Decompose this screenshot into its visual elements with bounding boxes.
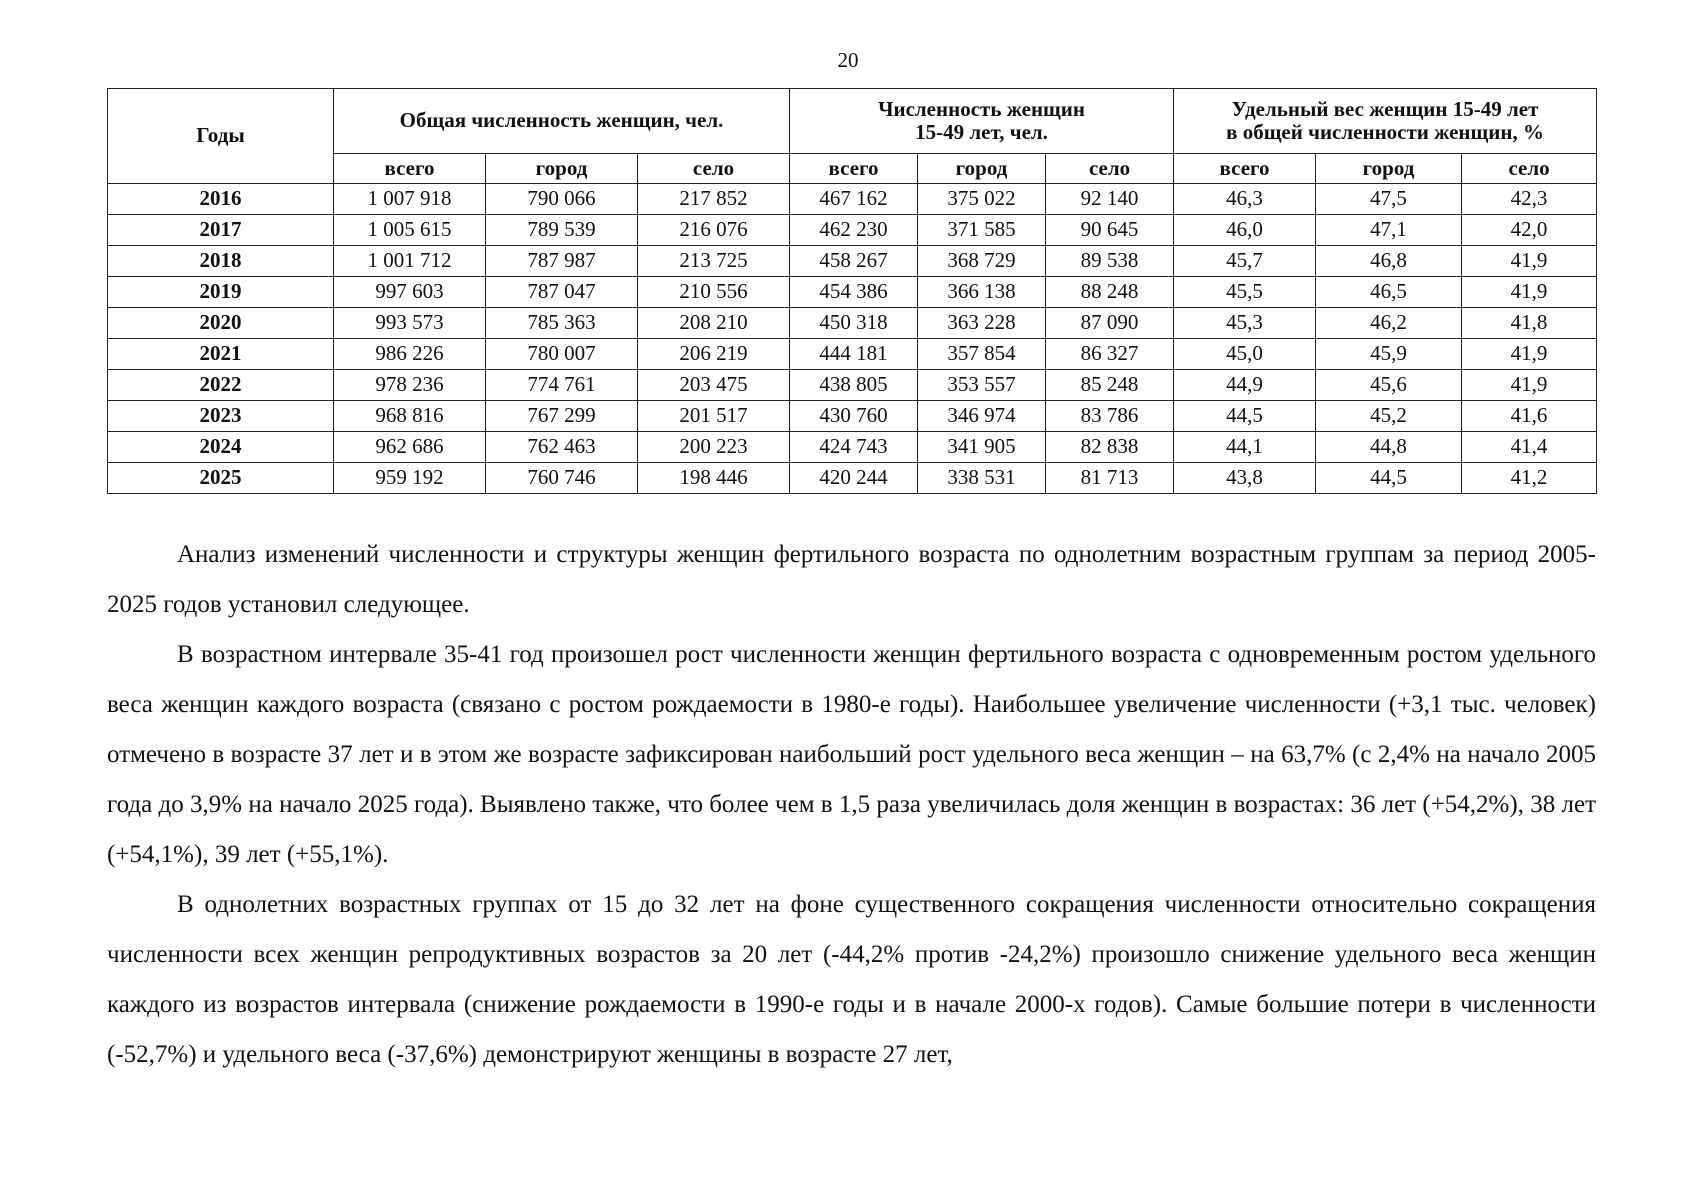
table-cell: 88 248 bbox=[1046, 277, 1174, 308]
table-cell: 357 854 bbox=[918, 339, 1046, 370]
table-cell: 200 223 bbox=[638, 432, 790, 463]
table-cell: 338 531 bbox=[918, 463, 1046, 494]
year-cell: 2020 bbox=[108, 308, 334, 339]
table-cell: 41,9 bbox=[1462, 370, 1597, 401]
body-text bbox=[107, 530, 1596, 1080]
table-cell: 450 318 bbox=[790, 308, 918, 339]
table-cell: 790 066 bbox=[486, 184, 638, 215]
page-number: 20 bbox=[837, 48, 859, 72]
subheader-cell: всего bbox=[334, 154, 486, 184]
paragraph: В однолетних возрастных группах от 15 до 32 лет на фоне существенного сокращения численности относительно сокращения численности всех женщин репродуктивных возрастов за 20 лет (-44,2% против -24,2%) произошло снижение удельного веса женщин каждого из возрастов интервала (снижение рождаемости в 1990-е годы и в начале 2000-х годов). Самые большие потери в численности (-52,7%) и удельного веса (-37,6%) демонстрируют женщины в возрасте 27 лет, bbox=[107, 891, 1596, 1068]
table-row bbox=[108, 184, 1597, 215]
table-row bbox=[108, 215, 1597, 246]
table-cell: 90 645 bbox=[1046, 215, 1174, 246]
table-cell: 41,6 bbox=[1462, 401, 1597, 432]
table-cell: 82 838 bbox=[1046, 432, 1174, 463]
subheader-cell: город bbox=[918, 154, 1046, 184]
table-cell: 81 713 bbox=[1046, 463, 1174, 494]
table-cell: 210 556 bbox=[638, 277, 790, 308]
header-years: Годы bbox=[108, 89, 334, 184]
subheader-cell: село bbox=[638, 154, 790, 184]
table-cell: 42,0 bbox=[1462, 215, 1597, 246]
table-cell: 454 386 bbox=[790, 277, 918, 308]
table-cell: 420 244 bbox=[790, 463, 918, 494]
header-women-15-49: Численность женщин 15-49 лет, чел. bbox=[790, 89, 1174, 154]
table-row bbox=[108, 463, 1597, 494]
subheader-cell: село bbox=[1046, 154, 1174, 184]
table-cell: 1 007 918 bbox=[334, 184, 486, 215]
table-cell: 353 557 bbox=[918, 370, 1046, 401]
table-row bbox=[108, 432, 1597, 463]
year-cell: 2021 bbox=[108, 339, 334, 370]
year-cell: 2022 bbox=[108, 370, 334, 401]
table-cell: 46,0 bbox=[1174, 215, 1316, 246]
table-body bbox=[108, 184, 1597, 494]
table-cell: 42,3 bbox=[1462, 184, 1597, 215]
table-cell: 85 248 bbox=[1046, 370, 1174, 401]
table-row bbox=[108, 401, 1597, 432]
table-cell: 371 585 bbox=[918, 215, 1046, 246]
table-row bbox=[108, 308, 1597, 339]
table-cell: 46,8 bbox=[1316, 246, 1462, 277]
table-cell: 762 463 bbox=[486, 432, 638, 463]
table-cell: 45,7 bbox=[1174, 246, 1316, 277]
table-cell: 92 140 bbox=[1046, 184, 1174, 215]
statistics-table bbox=[107, 88, 1597, 494]
table-row bbox=[108, 339, 1597, 370]
table-cell: 46,5 bbox=[1316, 277, 1462, 308]
table-cell: 47,1 bbox=[1316, 215, 1462, 246]
year-cell: 2018 bbox=[108, 246, 334, 277]
table-cell: 201 517 bbox=[638, 401, 790, 432]
header-total-women: Общая численность женщин, чел. bbox=[334, 89, 790, 154]
table-cell: 44,9 bbox=[1174, 370, 1316, 401]
table-cell: 986 226 bbox=[334, 339, 486, 370]
table-cell: 962 686 bbox=[334, 432, 486, 463]
table-cell: 368 729 bbox=[918, 246, 1046, 277]
paragraph: В возрастном интервале 35-41 год произошел рост численности женщин фертильного возраста с одновременным ростом удельного веса женщин каждого возраста (связано с ростом рождаемости в 1980-е годы). Наибольшее увеличение численности (+3,1 тыс. человек) отмечено в возрасте 37 лет и в этом же возрасте зафиксирован наибольший рост удельного веса женщин – на 63,7% (с 2,4% на начало 2005 года до 3,9% на начало 2025 года). Выявлено также, что более чем в 1,5 раза увеличилась доля женщин в возрастах: 36 лет (+54,2%), 38 лет (+54,1%), 39 лет (+55,1%). bbox=[107, 641, 1596, 868]
year-cell: 2023 bbox=[108, 401, 334, 432]
table-cell: 46,2 bbox=[1316, 308, 1462, 339]
paragraph: Анализ изменений численности и структуры женщин фертильного возраста по однолетним возрастным группам за период 2005-2025 годов установил следующее. bbox=[107, 541, 1596, 618]
table-cell: 41,9 bbox=[1462, 339, 1597, 370]
year-cell: 2016 bbox=[108, 184, 334, 215]
table-cell: 41,9 bbox=[1462, 246, 1597, 277]
table-cell: 83 786 bbox=[1046, 401, 1174, 432]
table-cell: 458 267 bbox=[790, 246, 918, 277]
table-cell: 467 162 bbox=[790, 184, 918, 215]
table-cell: 208 210 bbox=[638, 308, 790, 339]
table-cell: 997 603 bbox=[334, 277, 486, 308]
table-cell: 45,6 bbox=[1316, 370, 1462, 401]
subheader-cell: всего bbox=[790, 154, 918, 184]
table-cell: 213 725 bbox=[638, 246, 790, 277]
table-cell: 44,5 bbox=[1174, 401, 1316, 432]
table-cell: 430 760 bbox=[790, 401, 918, 432]
table-cell: 760 746 bbox=[486, 463, 638, 494]
subheader-cell: город bbox=[1316, 154, 1462, 184]
year-cell: 2025 bbox=[108, 463, 334, 494]
table-cell: 959 192 bbox=[334, 463, 486, 494]
table-cell: 346 974 bbox=[918, 401, 1046, 432]
year-cell: 2024 bbox=[108, 432, 334, 463]
table-cell: 87 090 bbox=[1046, 308, 1174, 339]
table-cell: 363 228 bbox=[918, 308, 1046, 339]
table-cell: 1 005 615 bbox=[334, 215, 486, 246]
header-share-women-15-49: Удельный вес женщин 15-49 лет в общей численности женщин, % bbox=[1174, 89, 1597, 154]
table-cell: 86 327 bbox=[1046, 339, 1174, 370]
table-cell: 41,4 bbox=[1462, 432, 1597, 463]
table-cell: 424 743 bbox=[790, 432, 918, 463]
table-cell: 43,8 bbox=[1174, 463, 1316, 494]
table-row bbox=[108, 277, 1597, 308]
table-cell: 993 573 bbox=[334, 308, 486, 339]
table-cell: 45,9 bbox=[1316, 339, 1462, 370]
table-cell: 366 138 bbox=[918, 277, 1046, 308]
table-cell: 47,5 bbox=[1316, 184, 1462, 215]
table-cell: 774 761 bbox=[486, 370, 638, 401]
table-cell: 1 001 712 bbox=[334, 246, 486, 277]
table-cell: 375 022 bbox=[918, 184, 1046, 215]
table-cell: 45,3 bbox=[1174, 308, 1316, 339]
table-cell: 45,5 bbox=[1174, 277, 1316, 308]
subheader-cell: всего bbox=[1174, 154, 1316, 184]
table-cell: 44,5 bbox=[1316, 463, 1462, 494]
table-cell: 198 446 bbox=[638, 463, 790, 494]
table-cell: 46,3 bbox=[1174, 184, 1316, 215]
table-cell: 462 230 bbox=[790, 215, 918, 246]
year-cell: 2017 bbox=[108, 215, 334, 246]
table-cell: 978 236 bbox=[334, 370, 486, 401]
table-cell: 45,0 bbox=[1174, 339, 1316, 370]
table-cell: 217 852 bbox=[638, 184, 790, 215]
year-cell: 2019 bbox=[108, 277, 334, 308]
table-cell: 444 181 bbox=[790, 339, 918, 370]
table-cell: 438 805 bbox=[790, 370, 918, 401]
table-cell: 89 538 bbox=[1046, 246, 1174, 277]
table-row bbox=[108, 370, 1597, 401]
table-cell: 767 299 bbox=[486, 401, 638, 432]
table-cell: 44,8 bbox=[1316, 432, 1462, 463]
table-cell: 41,8 bbox=[1462, 308, 1597, 339]
table-cell: 968 816 bbox=[334, 401, 486, 432]
table-cell: 780 007 bbox=[486, 339, 638, 370]
table-cell: 41,2 bbox=[1462, 463, 1597, 494]
table-row bbox=[108, 246, 1597, 277]
table-cell: 44,1 bbox=[1174, 432, 1316, 463]
table-cell: 41,9 bbox=[1462, 277, 1597, 308]
table-cell: 785 363 bbox=[486, 308, 638, 339]
table-cell: 216 076 bbox=[638, 215, 790, 246]
table-cell: 45,2 bbox=[1316, 401, 1462, 432]
table-cell: 787 987 bbox=[486, 246, 638, 277]
table-cell: 206 219 bbox=[638, 339, 790, 370]
table-cell: 789 539 bbox=[486, 215, 638, 246]
subheader-cell: село bbox=[1462, 154, 1597, 184]
table-cell: 203 475 bbox=[638, 370, 790, 401]
subheader-cell: город bbox=[486, 154, 638, 184]
table-cell: 787 047 bbox=[486, 277, 638, 308]
table-cell: 341 905 bbox=[918, 432, 1046, 463]
